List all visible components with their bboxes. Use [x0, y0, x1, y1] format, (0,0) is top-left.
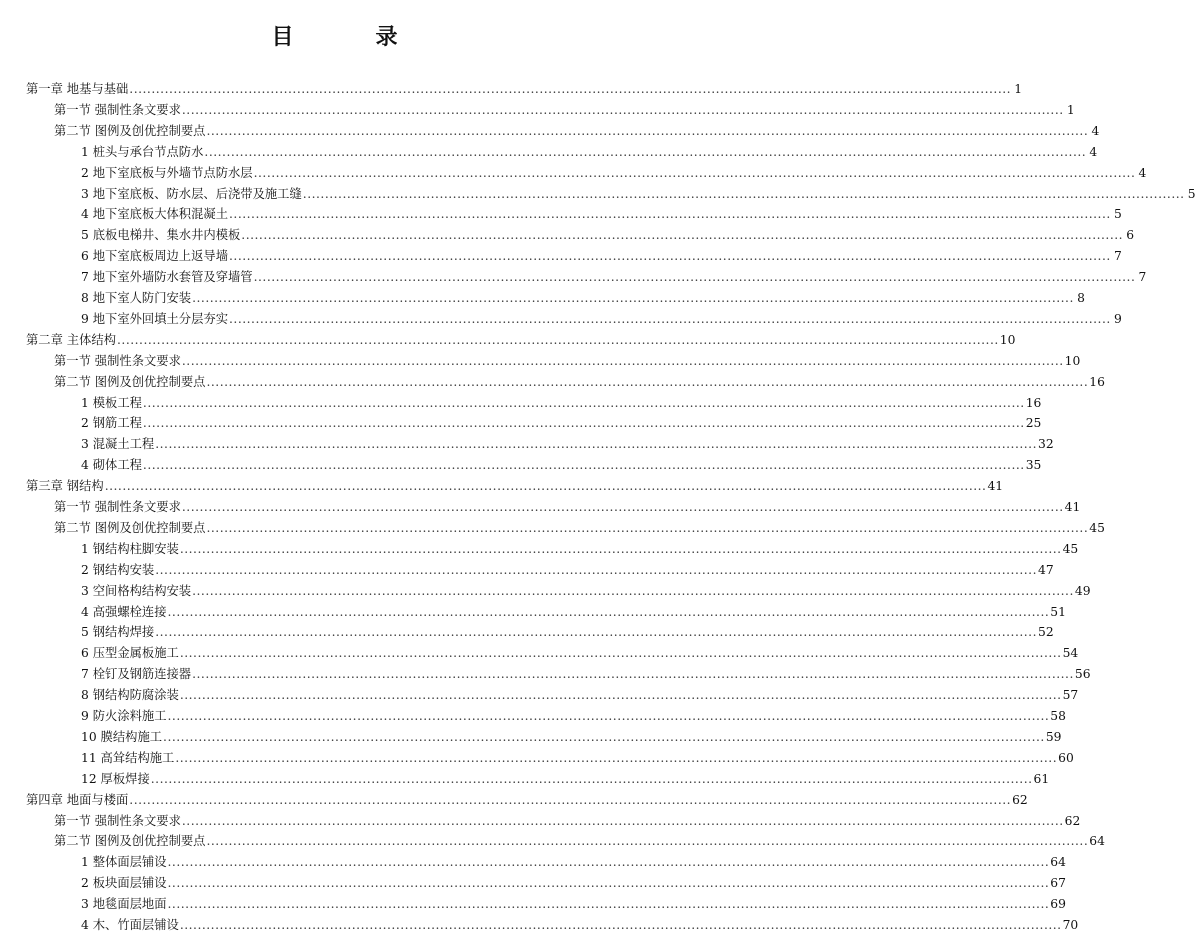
toc-entry-label: 第二节 图例及创优控制要点: [54, 834, 206, 849]
toc-leader-dots: ........................................................................................................................................................................................................: [181, 353, 1064, 368]
toc-entry-label: 12 厚板焊接: [81, 771, 150, 786]
toc-leader-dots: ........................................................................................................................................................................................................: [253, 270, 1136, 285]
toc-leader-dots: ........................................................................................................................................................................................................: [179, 688, 1062, 703]
toc-entry-page: 25: [1025, 416, 1042, 431]
toc-entry[interactable]: [54, 118, 1100, 138]
toc-leader-dots: ........................................................................................................................................................................................................: [229, 207, 1111, 222]
toc-entry-page: 16: [1025, 395, 1042, 410]
toc-entry-label: 第一章 地基与基础: [26, 82, 129, 96]
toc-entry-label: 5 钢结构焊接: [81, 625, 155, 640]
toc-entry[interactable]: [54, 828, 1105, 849]
toc-leader-dots: ........................................................................................................................................................................................................: [142, 416, 1025, 431]
toc-entry-page: 57: [1062, 688, 1079, 703]
toc-entry[interactable]: [81, 139, 1098, 159]
toc-entry-page: 6: [1126, 228, 1135, 243]
toc-entry[interactable]: [81, 619, 1054, 640]
toc-entry-label: 1 模板工程: [81, 395, 142, 410]
toc-entry-page: 60: [1058, 750, 1074, 765]
toc-entry[interactable]: [81, 870, 1066, 891]
toc-entry-label: 9 防火涂料施工: [81, 709, 167, 723]
toc-leader-dots: ........................................................................................................................................................................................................: [192, 667, 1074, 682]
toc-entry-label: 1 钢结构柱脚安装: [81, 541, 179, 556]
toc-entry[interactable]: [81, 201, 1122, 222]
toc-leader-dots: ........................................................................................................................................................................................................: [167, 897, 1050, 912]
toc-entry-page: 4: [1138, 165, 1147, 180]
toc-entry-page: 64: [1050, 855, 1066, 870]
toc-entry-page: 67: [1050, 876, 1066, 891]
toc-entry-page: 47: [1038, 562, 1054, 577]
toc-entry[interactable]: [81, 745, 1074, 765]
toc-entry-page: 59: [1045, 729, 1062, 744]
toc-entry[interactable]: [81, 557, 1054, 577]
toc-entry-page: 10: [999, 332, 1016, 347]
toc-entry-page: 9: [1113, 311, 1122, 326]
toc-entry-label: 3 地毯面层地面: [81, 897, 167, 912]
toc-entry[interactable]: [54, 97, 1075, 117]
page-title: 目 录: [271, 25, 428, 50]
toc-leader-dots: ........................................................................................................................................................................................................: [206, 374, 1089, 389]
toc-entry-page: 4: [1089, 144, 1098, 159]
toc-entry[interactable]: [81, 285, 1085, 305]
toc-entry-label: 8 地下室人防门安装: [81, 291, 192, 305]
toc-leader-dots: ........................................................................................................................................................................................................: [179, 646, 1062, 661]
toc-leader-dots: ........................................................................................................................................................................................................: [163, 729, 1045, 744]
toc-entry[interactable]: [81, 661, 1091, 682]
toc-entry-page: 1: [1066, 102, 1075, 117]
toc-entry-page: 41: [1064, 500, 1081, 514]
toc-leader-dots: ........................................................................................................................................................................................................: [181, 102, 1064, 117]
toc-leader-dots: ........................................................................................................................................................................................................: [142, 458, 1025, 473]
toc-entry-label: 2 钢筋工程: [81, 416, 142, 431]
toc-entry-label: 第二节 图例及创优控制要点: [54, 374, 206, 389]
toc-leader-dots: ........................................................................................................................................................................................................: [167, 855, 1050, 870]
toc-entry[interactable]: [54, 808, 1081, 828]
toc-entry[interactable]: [54, 494, 1081, 514]
toc-entry[interactable]: [26, 787, 1028, 807]
toc-entry[interactable]: [81, 766, 1050, 786]
toc-entry[interactable]: [81, 390, 1042, 410]
toc-entry-label: 9 地下室外回填土分层夯实: [81, 311, 228, 326]
toc-entry-page: 7: [1113, 249, 1122, 264]
toc-entry-page: 1: [1014, 82, 1023, 96]
toc-entry-page: 5: [1187, 186, 1196, 201]
toc-entry-page: 5: [1113, 207, 1122, 222]
toc-entry-page: 35: [1025, 458, 1042, 473]
toc-entry[interactable]: [81, 599, 1066, 619]
toc-entry-label: 2 地下室底板与外墙节点防水层: [81, 165, 253, 180]
toc-entry-label: 7 地下室外墙防水套管及穿墙管: [81, 270, 253, 285]
toc-entry-page: 49: [1074, 583, 1091, 598]
toc-entry-label: 第一节 强制性条文要求: [54, 813, 181, 828]
toc-leader-dots: ........................................................................................................................................................................................................: [167, 604, 1050, 619]
toc-leader-dots: ........................................................................................................................................................................................................: [129, 792, 1012, 807]
toc-leader-dots: ........................................................................................................................................................................................................: [206, 834, 1089, 849]
toc-entry[interactable]: [81, 181, 1196, 201]
toc-entry-label: 3 地下室底板、防水层、后浇带及施工缝: [81, 186, 302, 201]
toc-entry-label: 4 高强螺栓连接: [81, 604, 167, 619]
toc-leader-dots: ........................................................................................................................................................................................................: [192, 583, 1074, 598]
toc-leader-dots: ........................................................................................................................................................................................................: [155, 625, 1037, 640]
toc-leader-dots: ........................................................................................................................................................................................................: [204, 144, 1087, 159]
toc-leader-dots: ........................................................................................................................................................................................................: [129, 82, 1012, 96]
toc-entry-page: 69: [1050, 897, 1066, 912]
toc-entry[interactable]: [81, 703, 1066, 723]
toc-entry[interactable]: [81, 640, 1079, 661]
toc-entry-label: 10 膜结构施工: [81, 729, 163, 744]
toc-entry[interactable]: [26, 473, 1004, 494]
toc-leader-dots: ........................................................................................................................................................................................................: [167, 876, 1050, 891]
toc-entry[interactable]: [26, 327, 1016, 347]
toc-entry[interactable]: [54, 348, 1081, 368]
toc-entry-label: 5 底板电梯井、集水井内模板: [81, 228, 241, 243]
toc-entry-page: 51: [1050, 604, 1066, 619]
toc-entry-label: 2 钢结构安装: [81, 562, 155, 577]
toc-entry-page: 54: [1062, 646, 1079, 661]
toc-leader-dots: ........................................................................................................................................................................................................: [206, 123, 1089, 138]
toc-entry-label: 第二节 图例及创优控制要点: [54, 123, 206, 138]
toc-entry-label: 第二节 图例及创优控制要点: [54, 520, 206, 535]
toc-entry-label: 8 钢结构防腐涂装: [81, 688, 179, 703]
toc-entry-page: 56: [1074, 667, 1091, 682]
toc-leader-dots: ........................................................................................................................................................................................................: [229, 249, 1111, 264]
toc-entry-label: 第一节 强制性条文要求: [54, 353, 181, 368]
toc-entry-page: 45: [1062, 541, 1079, 556]
toc-entry-page: 32: [1038, 437, 1054, 452]
toc-entry[interactable]: [81, 536, 1079, 556]
toc-entry[interactable]: [81, 306, 1122, 326]
toc-entry-page: 4: [1091, 123, 1100, 138]
toc-entry-label: 4 砌体工程: [81, 458, 142, 473]
toc-leader-dots: ........................................................................................................................................................................................................: [150, 771, 1033, 786]
toc-entry[interactable]: [81, 222, 1135, 243]
toc-leader-dots: ........................................................................................................................................................................................................: [142, 395, 1025, 410]
toc-entry-label: 11 高耸结构施工: [81, 750, 175, 765]
toc-entry[interactable]: [81, 160, 1147, 180]
toc-entry[interactable]: [54, 369, 1105, 389]
toc-entry-page: 64: [1089, 834, 1105, 849]
toc-entry-label: 第二章 主体结构: [26, 332, 116, 347]
toc-entry-label: 2 板块面层铺设: [81, 876, 167, 891]
toc-entry-page: 8: [1077, 291, 1085, 305]
toc-entry[interactable]: [81, 849, 1066, 870]
toc-entry-page: 16: [1089, 374, 1105, 389]
toc-entry-page: 62: [1012, 792, 1028, 807]
toc-entry-label: 第一节 强制性条文要求: [54, 102, 181, 117]
toc-entry[interactable]: [54, 515, 1105, 535]
toc-entry[interactable]: [81, 243, 1122, 264]
toc-entry-page: 7: [1138, 270, 1147, 285]
toc-entry[interactable]: [81, 410, 1042, 431]
toc-leader-dots: ........................................................................................................................................................................................................: [155, 562, 1037, 577]
toc-leader-dots: ........................................................................................................................................................................................................: [155, 437, 1037, 452]
toc-entry[interactable]: [81, 682, 1079, 703]
toc-leader-dots: ........................................................................................................................................................................................................: [179, 918, 1062, 932]
toc-entry-label: 3 空间格构结构安装: [81, 583, 192, 598]
toc-entry-page: 45: [1089, 520, 1105, 535]
toc-entry-page: 62: [1064, 813, 1081, 828]
toc-entry-label: 7 栓钉及钢筋连接器: [81, 667, 192, 682]
toc-entry-page: 10: [1064, 353, 1081, 368]
toc-entry-page: 52: [1038, 625, 1054, 640]
toc-leader-dots: ........................................................................................................................................................................................................: [302, 186, 1185, 201]
toc-entry[interactable]: [81, 578, 1091, 598]
toc-entry-page: 58: [1050, 709, 1066, 723]
toc-entry-page: 41: [987, 479, 1004, 494]
toc-leader-dots: ........................................................................................................................................................................................................: [175, 750, 1058, 765]
toc-entry-label: 1 桩头与承台节点防水: [81, 144, 204, 159]
toc-leader-dots: ........................................................................................................................................................................................................: [229, 311, 1111, 326]
toc-entry[interactable]: [81, 431, 1054, 452]
toc-entry-label: 4 地下室底板大体积混凝土: [81, 207, 228, 222]
toc-leader-dots: ........................................................................................................................................................................................................: [241, 228, 1124, 243]
toc-entry[interactable]: [81, 891, 1066, 912]
toc-entry[interactable]: [26, 76, 1023, 96]
toc-entry[interactable]: [81, 912, 1079, 932]
toc-leader-dots: ........................................................................................................................................................................................................: [117, 332, 999, 347]
toc-leader-dots: ........................................................................................................................................................................................................: [181, 813, 1064, 828]
toc-entry-label: 第三章 钢结构: [26, 479, 104, 494]
toc-entry[interactable]: [81, 452, 1042, 473]
toc-entry-label: 3 混凝土工程: [81, 437, 155, 452]
toc-entry-page: 61: [1033, 771, 1050, 786]
toc-entry-label: 6 地下室底板周边上返导墙: [81, 249, 228, 264]
toc-leader-dots: ........................................................................................................................................................................................................: [253, 165, 1136, 180]
toc-entry[interactable]: [81, 264, 1147, 285]
toc-entry-label: 6 压型金属板施工: [81, 646, 179, 661]
toc-leader-dots: ........................................................................................................................................................................................................: [192, 291, 1074, 305]
toc-leader-dots: ........................................................................................................................................................................................................: [179, 541, 1062, 556]
toc-leader-dots: ........................................................................................................................................................................................................: [181, 500, 1064, 514]
toc-entry-label: 第四章 地面与楼面: [26, 792, 129, 807]
toc-entry-label: 1 整体面层铺设: [81, 855, 167, 870]
toc-leader-dots: ........................................................................................................................................................................................................: [206, 520, 1089, 535]
toc-leader-dots: ........................................................................................................................................................................................................: [167, 709, 1050, 723]
toc-entry-label: 第一节 强制性条文要求: [54, 500, 181, 514]
toc-entry[interactable]: [81, 724, 1062, 744]
toc-entry-page: 70: [1062, 918, 1079, 932]
toc-leader-dots: ........................................................................................................................................................................................................: [104, 479, 987, 494]
toc-entry-label: 4 木、竹面层铺设: [81, 918, 179, 932]
